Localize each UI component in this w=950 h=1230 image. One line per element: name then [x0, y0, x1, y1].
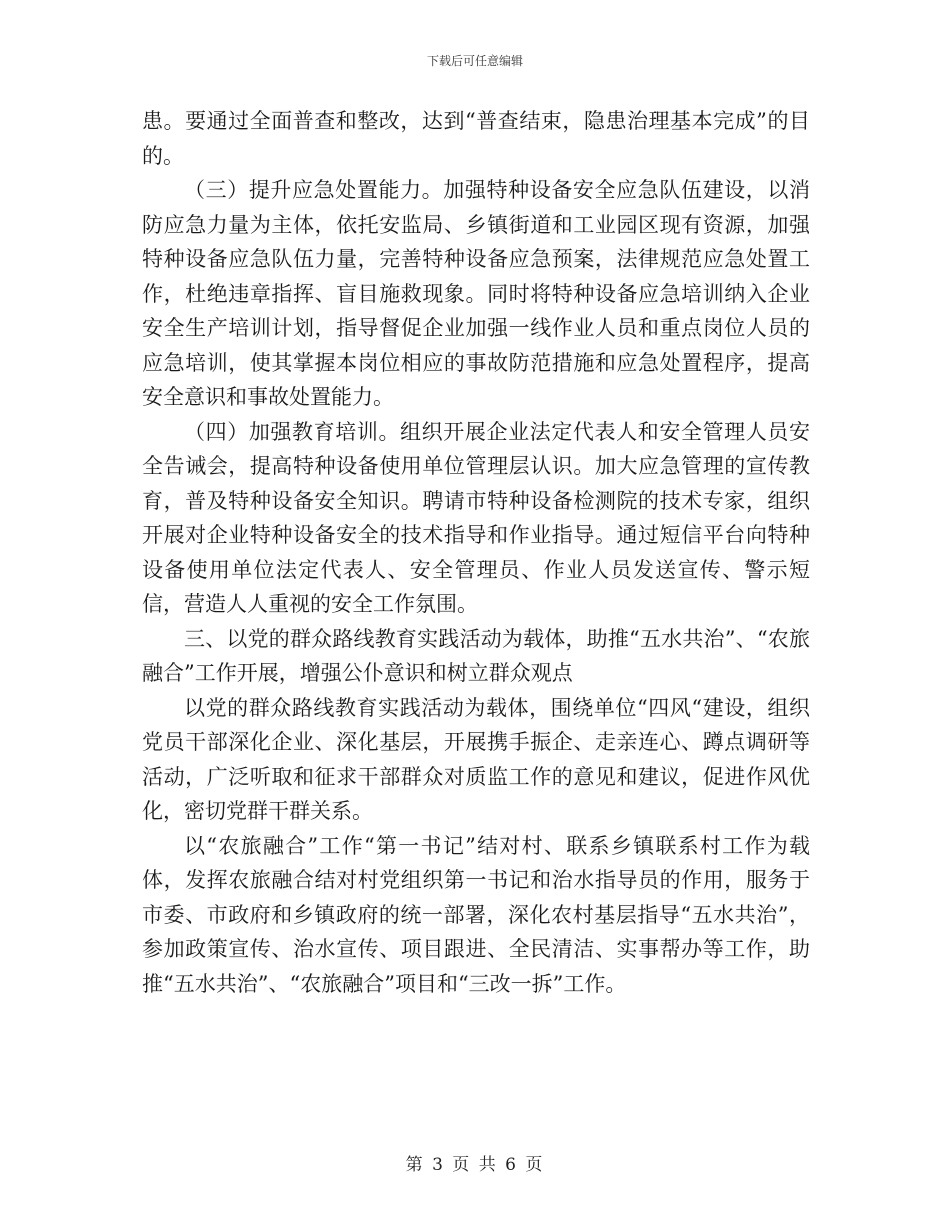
paragraph-mass-line: 以党的群众路线教育实践活动为载体，围绕单位“四风“建设，组织党员干部深化企业、深化基层，开展携手振企、走亲连心、蹲点调研等活动，广泛听取和征求干部群众对质监工作的意见和建议，促进作风优化，密切党群干群关系。	[142, 695, 810, 823]
paragraph-continuation: 患。要通过全面普查和整改，达到“普查结束，隐患治理基本完成”的目的。	[142, 109, 810, 168]
document-body	[142, 104, 810, 1001]
paragraph-education-training: （四）加强教育培训。组织开展企业法定代表人和安全管理人员安全告诫会，提高特种设备使用单位管理层认识。加大应急管理的宣传教育，普及特种设备安全知识。聘请市特种设备检测院的技术专家，组织开展对企业特种设备安全的技术指导和作业指导。通过短信平台向特种设备使用单位法定代表人、安全管理员、作业人员发送宣传、警示短信，营造人人重视的安全工作氛围。	[142, 419, 810, 616]
paragraph-emergency-response: （三）提升应急处置能力。加强特种设备安全应急队伍建设，以消防应急力量为主体，依托安监局、乡镇街道和工业园区现有资源，加强特种设备应急队伍力量，完善特种设备应急预案，法律规范应急处置工作，杜绝违章指挥、盲目施救现象。同时将特种设备应急培训纳入企业安全生产培训计划，指导督促企业加强一线作业人员和重点岗位人员的应急培训，使其掌握本岗位相应的事故防范措施和应急处置程序，提高安全意识和事故处置能力。	[142, 178, 810, 409]
page-number-footer: 第 3 页 共 6 页	[405, 1155, 545, 1175]
section-heading-three: 三、以党的群众路线教育实践活动为载体，助推“五水共治”、“农旅融合”工作开展，增强公仆意识和树立群众观点	[142, 626, 810, 685]
paragraph-agri-tourism: 以“农旅融合”工作“第一书记”结对村、联系乡镇联系村工作为载体，发挥农旅融合结对村党组织第一书记和治水指导员的作用，服务于市委、市政府和乡镇政府的统一部署，深化农村基层指导“五水共治”，参加政策宣传、治水宣传、项目跟进、全民清洁、实事帮办等工作，助推“五水共治”、“农旅融合”项目和“三改一拆”工作。	[142, 833, 810, 996]
page-header: 下载后可任意编辑	[426, 54, 523, 68]
